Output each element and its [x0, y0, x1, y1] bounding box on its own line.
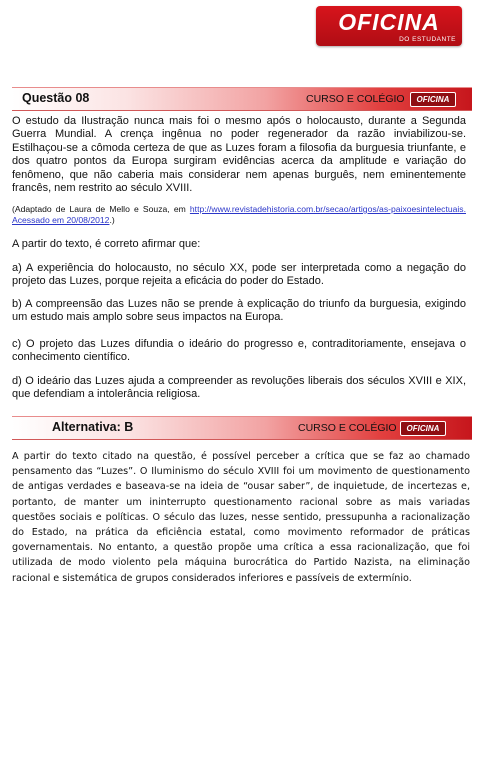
logo-brand: OFICINA: [338, 9, 440, 35]
source-suffix: .): [109, 215, 115, 225]
school-label: CURSO E COLÉGIO: [306, 93, 405, 105]
source-prefix: (Adaptado de Laura de Mello e Souza, em: [12, 204, 190, 214]
answer-text: A partir do texto citado na questão, é possível perceber a crítica que se faz ao chamado pensamento das “Luzes”. O Iluminismo do século XVIII foi um movimento de questionamento de antigas verdades e baseava-se na ideia de “ousar saber”, de inquietude, de incertezas e, portanto, de manter um ininterrupto questionamento racional sobre as mais variadas questões sociais e políticas. O século das luzes, nesse sentido, pressupunha a racionalização do Estado, na prática da eficiência estatal, como movimento reformador de práticas governamentais. No entanto, a questão propõe uma crítica a essa racionalização, que foi utilizada de modo violento pela máquina burocrática do Partido Nazista, na eliminação racional e sistemática de grupos considerados inferiores e passíveis de extermínio.: [12, 451, 470, 584]
source-link[interactable]: http://www.revistadehistoria.com.br/secao/artigos/as-paixoesintelectuais. Acessado em 20/08/2012: [12, 204, 466, 225]
logo-subtitle: DO ESTUDANTE: [399, 36, 456, 43]
question-prompt: A partir do texto, é correto afirmar que:: [12, 238, 201, 250]
badge-logo: OFICINA: [400, 421, 446, 436]
school-label: CURSO E COLÉGIO: [298, 422, 397, 434]
option-a: a) A experiência do holocausto, no século XX, pode ser interpretada como a negação do projeto das Luzes, porque rejeita a eficácia do poder do Estado.: [12, 262, 466, 288]
question-text: O estudo da Ilustração nunca mais foi o mesmo após o holocausto, durante a Segunda Guerra Mundial. A crença ingênua no poder regenerador da razão inviabilizou-se. Estilhaçou-se a cômoda certeza de que as Luzes foram a filosofia da burguesia triunfante, e dos quatro pontos da Europa surgiram evidências acerca da amplitude e variação do fenômeno, que não caberia mais considerar nem apenas burguês, nem eminentemente francês, nem restrito ao século XVIII.: [12, 115, 466, 195]
option-b: b) A compreensão das Luzes não se prende à explicação do triunfo da burguesia, exigindo um estudo mais amplo sobre seus impactos na Europa.: [12, 298, 466, 324]
question-title: Questão 08: [22, 91, 90, 105]
source-citation: [12, 204, 466, 226]
question-header-bar: [12, 87, 472, 111]
option-d: d) O ideário das Luzes ajuda a compreender as revoluções liberais dos séculos XVIII e XIX, que defendiam a intolerância religiosa.: [12, 375, 466, 401]
oficina-logo: [316, 6, 462, 46]
answer-title: Alternativa: B: [52, 420, 134, 434]
answer-header-bar: [12, 416, 472, 440]
badge-logo: OFICINA: [410, 92, 456, 107]
option-c: c) O projeto das Luzes difundia o ideário do progresso e, contraditoriamente, ensejava o conhecimento científico.: [12, 338, 466, 364]
